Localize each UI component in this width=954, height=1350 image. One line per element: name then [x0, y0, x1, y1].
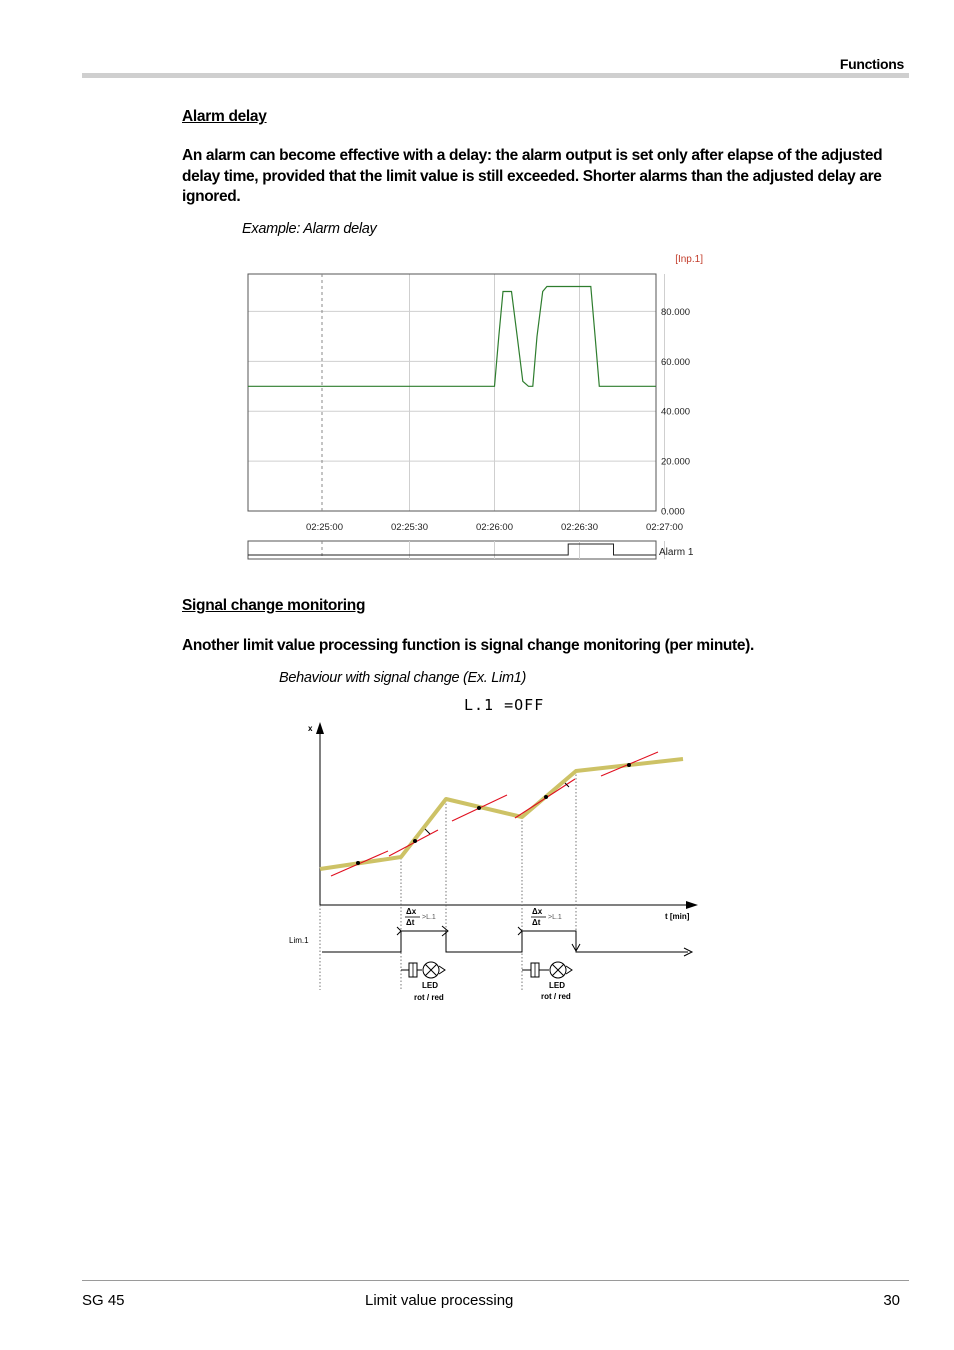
footer-rule [82, 1280, 909, 1281]
delay-arrow-icon [518, 927, 522, 935]
signal-change-heading: Signal change monitoring [182, 597, 366, 614]
footer-product: SG 45 [82, 1292, 125, 1309]
x-axis-arrow-icon [686, 901, 698, 909]
signal-curve [320, 759, 683, 869]
relay-icon [522, 963, 549, 977]
signal-change-caption: Behaviour with signal change (Ex. Lim1) [279, 670, 527, 686]
delta-x-label: Δx [406, 907, 417, 916]
x-tick-label: 02:25:00 [306, 522, 343, 533]
series-line [248, 287, 656, 387]
limit-label: Lim.1 [289, 936, 309, 945]
x-tick-label: 02:26:30 [561, 522, 598, 533]
comparison-label: >L.1 [422, 914, 436, 921]
delta-t-label: Δt [406, 918, 415, 927]
led-color-label: rot / red [414, 993, 444, 1002]
x-tick-label: 02:26:00 [476, 522, 513, 533]
y-axis-label: x [308, 724, 313, 733]
x-tick-label: 02:25:30 [391, 522, 428, 533]
relay-icon [401, 963, 422, 977]
y-tick-label: 20.000 [661, 456, 691, 468]
led-icon [423, 962, 445, 978]
header-rule [82, 73, 909, 78]
x-axis-label: t [min] [665, 912, 690, 921]
led-label: LED [549, 981, 565, 990]
led-color-label: rot / red [541, 992, 571, 1001]
y-axis [661, 307, 690, 518]
alarm-grid [410, 541, 665, 559]
x-tick-label: 02:27:00 [646, 522, 683, 533]
y-tick-label: 80.000 [661, 306, 691, 318]
alarm-delay-chart [240, 250, 720, 570]
alarm-label: Alarm 1 [659, 547, 694, 558]
y-axis-arrow-icon [316, 722, 324, 734]
section-header: Functions [839, 56, 904, 72]
delay-arrow-icon [397, 927, 401, 935]
led-icon [550, 962, 572, 978]
alarm-delay-caption: Example: Alarm delay [242, 221, 377, 237]
chart-grid [248, 274, 665, 511]
angle-marks [425, 783, 569, 834]
tangent-points [356, 763, 631, 865]
y-tick-label: 60.000 [661, 356, 691, 368]
y-tick-label: 40.000 [661, 406, 691, 418]
y-tick-label: 0.000 [661, 506, 685, 518]
x-axis [306, 522, 683, 533]
alarm-signal [248, 544, 656, 555]
limit-output-line [322, 931, 688, 952]
footer-chapter: Limit value processing [365, 1292, 514, 1309]
alarm-delay-heading: Alarm delay [182, 108, 267, 125]
led-label: LED [422, 981, 438, 990]
page-number: 30 [883, 1292, 900, 1309]
tangent-lines [331, 752, 658, 876]
signal-change-text: Another limit value processing function is signal change monitoring (per minute). [182, 637, 754, 654]
comparison-label: >L.1 [548, 914, 562, 921]
delta-x-label: Δx [532, 907, 543, 916]
plot-frame [248, 274, 656, 511]
delta-t-label: Δt [532, 918, 541, 927]
display-readout: L.1 =OFF [464, 696, 545, 714]
channel-label: [Inp.1] [675, 254, 703, 265]
signal-change-diagram [280, 715, 720, 1015]
alarm-delay-text: An alarm can become effective with a delay: the alarm output is set only after elapse of the adjusted delay time, provided that the limit value is still exceeded. Shorter alarms than the adjusted delay are ignored. [182, 147, 883, 205]
